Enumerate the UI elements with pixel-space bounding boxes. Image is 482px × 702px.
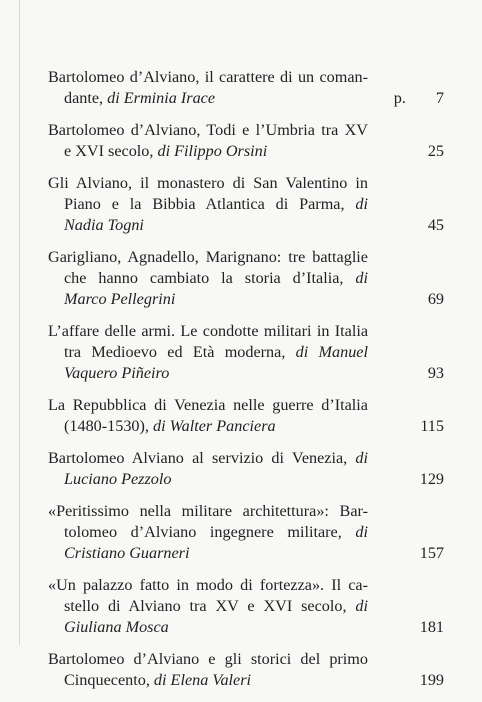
toc-entry-author-prefix: di bbox=[355, 195, 368, 213]
toc-entry-title-line bbox=[48, 268, 444, 289]
toc-entry-title-text: che hanno cambiato la storia d’Italia, bbox=[64, 269, 356, 287]
toc-entry-title-text: (1480-1530), bbox=[64, 417, 154, 435]
toc-entry-title-line bbox=[48, 141, 444, 162]
toc-entry-page-number: 115 bbox=[420, 417, 444, 435]
toc-entry-title-text: tolomeo d’Alviano ingegnere militare, bbox=[64, 523, 356, 541]
toc-entry-title-line bbox=[48, 469, 444, 490]
toc-entry-author-prefix: di bbox=[355, 523, 368, 541]
toc-entry-title-line bbox=[48, 543, 444, 564]
toc-entry-title-text: Cinquecento, bbox=[64, 671, 154, 689]
toc-entry-title-line: «Un palazzo fatto in modo di fortezza». Il ca- bbox=[48, 576, 368, 594]
page-edge-rule bbox=[19, 0, 20, 645]
toc-entry-author: Cristiano Guarneri bbox=[64, 544, 190, 562]
toc-entry-author: di Walter Panciera bbox=[153, 417, 276, 435]
toc-entry bbox=[48, 67, 444, 109]
toc-entry-title-line bbox=[48, 88, 444, 109]
toc-entry-title-line: La Repubblica di Venezia nelle guerre d’Italia bbox=[48, 396, 368, 414]
page-prefix: p. bbox=[393, 89, 406, 107]
toc-entry bbox=[48, 448, 444, 490]
toc-entry-title-line bbox=[48, 596, 444, 617]
toc-entry bbox=[48, 120, 444, 162]
toc-entry-author: Marco Pellegrini bbox=[64, 290, 176, 308]
toc-entry-author: di Filippo Orsini bbox=[157, 142, 268, 160]
toc-entry-title-text: Piano e la Bibbia Atlantica di Parma, bbox=[64, 195, 356, 213]
toc-entry bbox=[48, 247, 444, 310]
toc-entry bbox=[48, 395, 444, 437]
toc-entry-author-prefix: di bbox=[355, 269, 368, 287]
toc-entry bbox=[48, 173, 444, 236]
toc-entry-author: Nadia Togni bbox=[64, 216, 144, 234]
toc-entry-page-number: 25 bbox=[427, 142, 444, 160]
toc-entry-page-number: 199 bbox=[419, 671, 444, 689]
toc-entry-title-line: Bartolomeo d’Alviano e gli storici del primo bbox=[48, 650, 368, 668]
toc-entry-title-text: tra Medioevo ed Età moderna, bbox=[64, 343, 296, 361]
toc-entry-title-text: e XVI secolo, bbox=[64, 142, 158, 160]
page-value: 7 bbox=[435, 89, 444, 107]
toc-entry-title-line: Gli Alviano, il monastero di San Valentino in bbox=[48, 174, 368, 192]
toc-entry-author: Giuliana Mosca bbox=[64, 618, 169, 636]
toc-entry-page-number: 69 bbox=[427, 290, 444, 308]
toc-entry-page-number: 157 bbox=[419, 544, 444, 562]
toc-entry-page-number: 93 bbox=[427, 364, 444, 382]
toc-entry-title-line bbox=[48, 289, 444, 310]
table-of-contents bbox=[48, 67, 444, 702]
toc-entry-title-line bbox=[48, 448, 444, 469]
toc-entry-title-line: «Peritissimo nella militare architettura»: Bar- bbox=[48, 502, 368, 520]
toc-entry-title-text: Bartolomeo Alviano al servizio di Venezia, bbox=[48, 449, 356, 467]
toc-entry-author: Vaquero Piñeiro bbox=[64, 364, 170, 382]
toc-entry-author: di Erminia Irace bbox=[107, 89, 216, 107]
toc-entry-author: Luciano Pezzolo bbox=[64, 470, 172, 488]
toc-entry-title-line bbox=[48, 522, 444, 543]
toc-entry-author-prefix: di bbox=[355, 449, 368, 467]
toc-entry-title-line bbox=[48, 670, 444, 691]
toc-entry-title-line bbox=[48, 194, 444, 215]
toc-entry-author: di Elena Valeri bbox=[153, 671, 252, 689]
toc-entry-title-line bbox=[48, 215, 444, 236]
toc-entry-title-line: Bartolomeo d’Alviano, Todi e l’Umbria tra XV bbox=[48, 121, 368, 139]
toc-entry-page-number: 181 bbox=[419, 618, 444, 636]
toc-entry bbox=[48, 501, 444, 564]
toc-entry-title-line bbox=[48, 363, 444, 384]
toc-entry-title-text: stello di Alviano tra XV e XVI secolo, bbox=[64, 597, 356, 615]
toc-entry-title-text: dante, bbox=[64, 89, 108, 107]
toc-entry-title-line: L’affare delle armi. Le condotte militari in Italia bbox=[48, 322, 368, 340]
toc-entry-author-prefix: di Manuel bbox=[295, 343, 368, 361]
toc-entry-title-line bbox=[48, 416, 444, 437]
toc-entry-page-number bbox=[394, 88, 444, 109]
toc-entry-page-number: 45 bbox=[427, 216, 444, 234]
toc-entry-title-line: Bartolomeo d’Alviano, il carattere di un coman- bbox=[48, 68, 368, 86]
toc-entry bbox=[48, 575, 444, 638]
toc-entry bbox=[48, 321, 444, 384]
toc-entry-author-prefix: di bbox=[355, 597, 368, 615]
toc-entry bbox=[48, 649, 444, 691]
toc-entry-page-number: 129 bbox=[419, 470, 444, 488]
toc-entry-title-line bbox=[48, 617, 444, 638]
toc-entry-title-line: Garigliano, Agnadello, Marignano: tre battaglie bbox=[48, 248, 368, 266]
toc-entry-title-line bbox=[48, 342, 444, 363]
